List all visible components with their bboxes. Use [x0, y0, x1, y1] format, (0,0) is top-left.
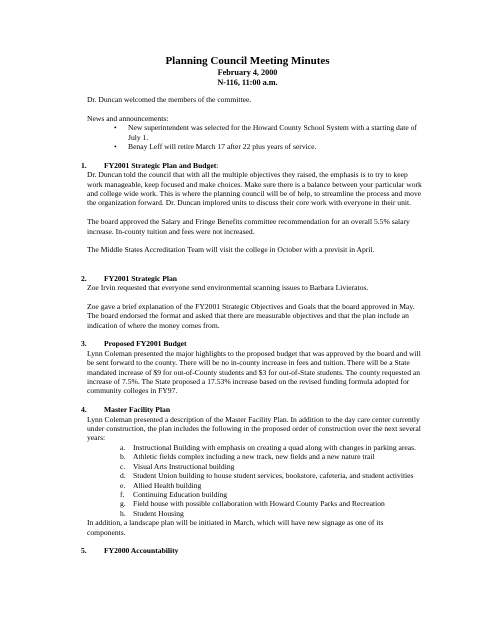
section-4-paragraph: In addition, a landscape plan will be initiated in March, which will have new signage as one of its components.	[87, 518, 384, 537]
news-heading: News and announcements:	[87, 113, 169, 123]
facility-list-item: d. Student Union building to house student services, bookstore, cafeteria, and student activities	[120, 471, 414, 481]
facility-list-item: e. Allied Health building	[120, 480, 202, 490]
section-1-paragraph: Dr. Duncan told the council that with all the multiple objectives they raised, the emphasis is to try to keep work manageable, keep focused and make choices. Make sure there is a balance between your particular work and college wide work. This is where the planning council will be of help, to streamline the process and move the organization forward. Dr. Duncan implored units to discuss their core work with everyone in their unit.	[87, 170, 422, 208]
section-3-paragraph: Lynn Coleman presented the major highlights to the proposed budget that was approved by the board and will be sent forward to the county. There will be no in-county increase in fees and tuition. There will be a State mandated increase of $9 for out-of-County students and $3 for out-of-State students. The county requested an increase of 7.5%. The State proposed a 17.53% increase based on the revised funding formula adopted for community colleges in FY97.	[87, 348, 421, 396]
news-item: • New superintendent was selected for the Howard County School System with a starting date of July 1.	[114, 123, 417, 142]
section-title: FY2001 Strategic Plan and Budget	[104, 160, 217, 170]
facility-list-item: f. Continuing Education building	[120, 489, 228, 499]
facility-list-item: a. Instructional Building with emphasis on creating a quad along with changes in parking areas.	[120, 442, 417, 452]
facility-list-item: h. Student Housing	[120, 508, 184, 518]
section-title: FY2001 Strategic Plan	[104, 273, 177, 283]
section-5-heading: 5. FY2000 Accountability	[81, 546, 179, 556]
section-1-heading: 1. FY2001 Strategic Plan and Budget:	[81, 160, 219, 170]
section-title: Master Facility Plan	[104, 405, 171, 415]
section-title: Proposed FY2001 Budget	[104, 339, 187, 349]
news-item: • Benay Leff will retire March 17 after 22 plus years of service.	[114, 142, 317, 152]
facility-list-item: g. Field house with possible collaboration with Howard County Parks and Recreation	[120, 499, 385, 509]
bullet-icon: •	[114, 123, 117, 133]
section-4-paragraph: Lynn Coleman presented a description of the Master Facility Plan. In addition to the day care center currently under construction, the plan includes the following in the proposed order of construction over the next several years:	[87, 414, 421, 443]
bullet-icon: •	[114, 142, 117, 152]
meeting-date: February 4, 2000	[217, 68, 278, 77]
section-title: FY2000 Accountability	[104, 546, 179, 556]
section-1-paragraph: The Middle States Accreditation Team will visit the college in October with a previsit in April.	[87, 245, 375, 255]
facility-list-item: b. Athletic fields complex including a new track, new fields and a new nature trail	[120, 452, 375, 462]
page-title: Planning Council Meeting Minutes	[165, 55, 330, 67]
section-1-paragraph: The board approved the Salary and Fringe Benefits committee recommendation for an overall 5.5% salary increase. In-county tuition and fees were not increased.	[87, 217, 410, 236]
header	[0, 55, 495, 87]
minutes-body	[81, 95, 422, 556]
section-2-heading: 2. FY2001 Strategic Plan	[81, 273, 177, 283]
welcome-text: Dr. Duncan welcomed the members of the committee.	[87, 95, 252, 104]
section-2-paragraph: Zoe gave a brief explanation of the FY2001 Strategic Objectives and Goals that the board approved in May. The board endorsed the format and asked that there are measurable objectives and that the plan include an indication of where the money comes from.	[87, 301, 415, 330]
facility-list-item: c. Visual Arts Instructional building	[120, 461, 235, 471]
section-2-paragraph: Zoe Irvin requested that everyone send environmental scanning issues to Barbara Livieratos.	[87, 283, 369, 293]
meeting-location: N-116, 11:00 a.m.	[217, 77, 278, 87]
section-3-heading: 3. Proposed FY2001 Budget	[81, 339, 187, 349]
section-4-heading: 4. Master Facility Plan	[81, 405, 171, 415]
